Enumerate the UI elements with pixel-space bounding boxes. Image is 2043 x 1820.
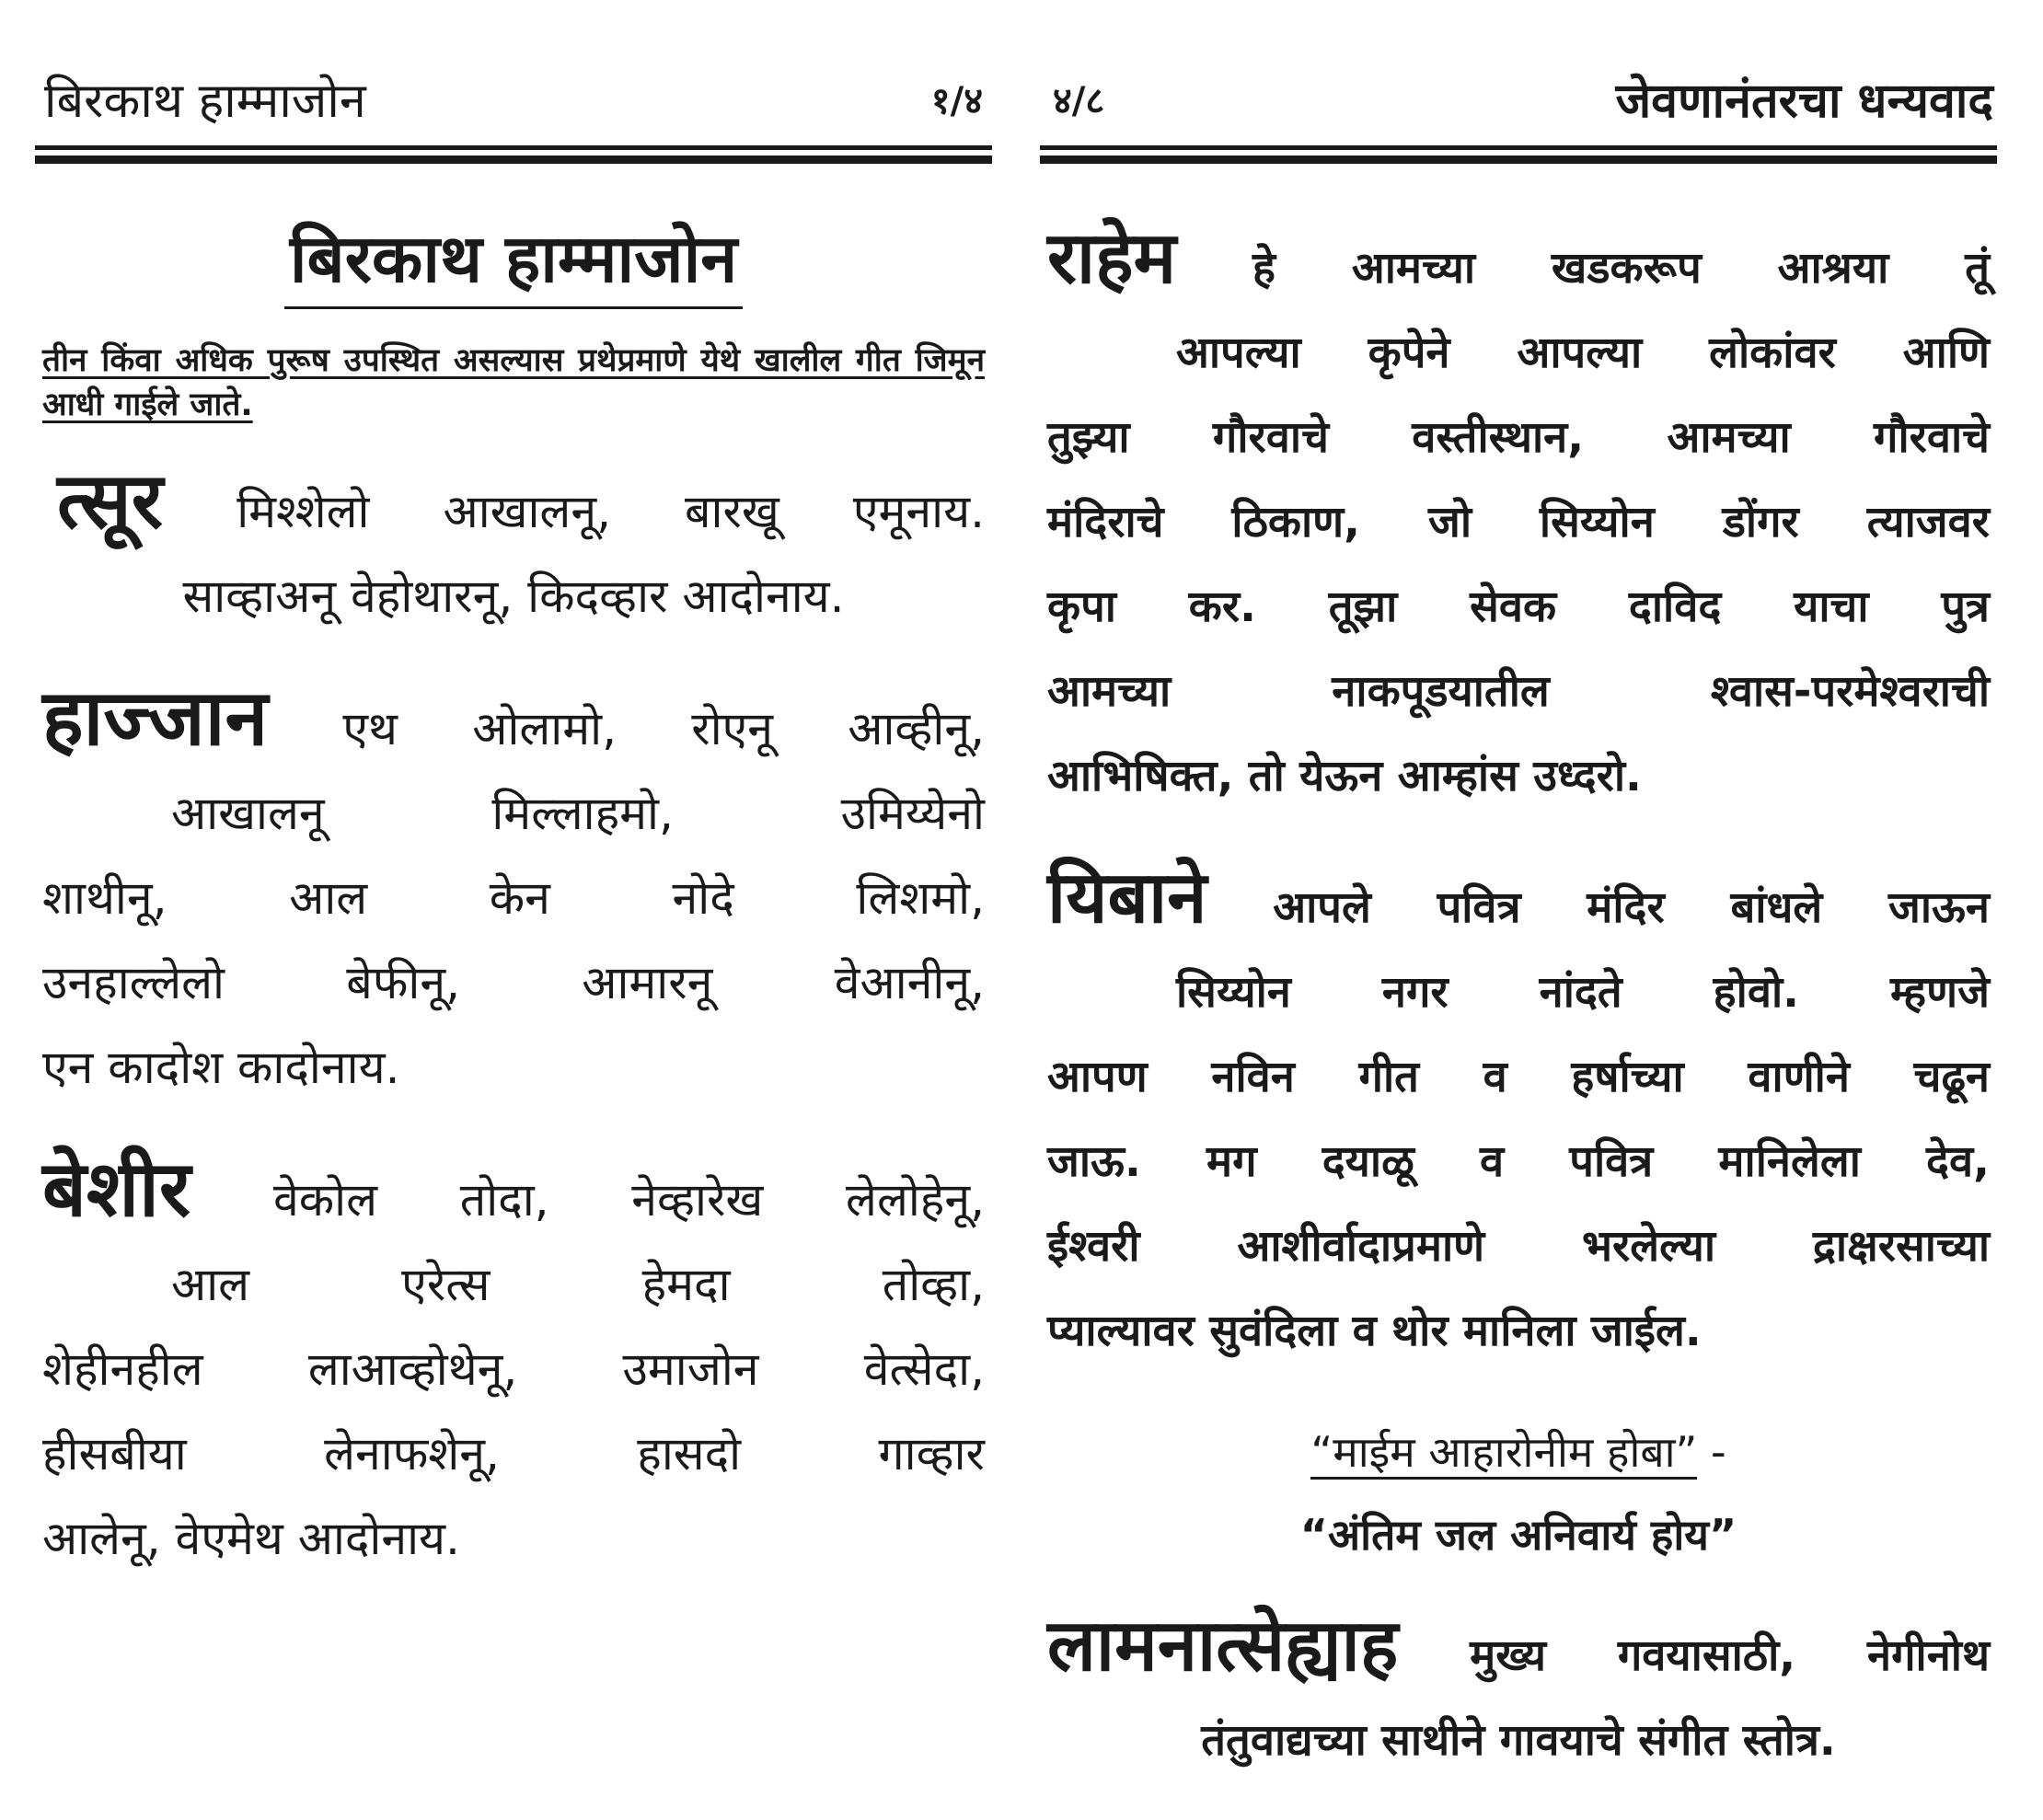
stanza-yibane — [1047, 856, 1990, 1374]
right-page — [1040, 0, 1997, 1766]
stanza-line: आपल्या कृपेने आपल्या लोकांवर आणि — [1176, 328, 1990, 378]
stanza-line: त्सूर मिश्शेलो आखालनू, बारखू एमूनाय. — [57, 455, 985, 546]
stanza-line: ईश्वरी आशीर्वादाप्रमाणे भरलेल्या द्राक्षरसाच्या — [1047, 1221, 1990, 1272]
marathi-quote: “अंतिम जल अनिवार्य होय” — [1299, 1510, 1737, 1560]
stanza-line: एन कादोश कादोनाय. — [42, 1041, 400, 1094]
stanza-rahem — [1047, 216, 1990, 819]
stanza-lead-word: त्सूर — [57, 455, 164, 546]
stanza-lead-word: यिबाने — [1047, 857, 1207, 939]
hebrew-quote-text: “माईम आहारोनीम होबा” — [1310, 1427, 1697, 1480]
stanza-line: कृपा कर. तूझा सेवक दाविद याचा पुत्र — [1047, 582, 1990, 632]
stanza-line: आपण नविन गीत व हर्षाच्या वाणीने चढून — [1047, 1052, 1990, 1102]
stanza-line: आलेनू, वेएमेथ आदोनाय. — [42, 1512, 460, 1565]
stanza-line: तंतुवाद्यच्या साथीने गावयाचे संगीत स्तोत्र. — [1201, 1715, 1836, 1766]
stanza-line: आल एरेत्स हेमदा तोव्हा, — [171, 1258, 985, 1311]
right-body — [1047, 216, 1990, 1820]
left-page-number: १/४ — [930, 80, 983, 122]
stanza-line: तुझ्या गौरवाचे वस्तीस्थान, आमच्या गौरवाचे — [1047, 412, 1990, 463]
stanza-beshir — [42, 1146, 985, 1581]
stanza-lead-word: राहेम — [1047, 217, 1177, 300]
hebrew-quote — [1047, 1411, 1990, 1493]
left-running-title: बिरकाथ हाम्माजोन — [44, 74, 366, 129]
right-running-head — [1040, 64, 1997, 138]
stanza-line: बेशीर वेकोल तोदा, नेव्हारेख लेलोहेनू, — [42, 1144, 985, 1234]
stanza-line: जाऊ. मग दयाळू व पवित्र मानिलेला देव, — [1047, 1136, 1990, 1187]
stanza-line: साव्हाअनू वेहोथारनू, किदव्हार आदोनाय. — [182, 570, 845, 623]
stanza-line: शाथीनू, आल केन नोदे लिशमो, — [42, 871, 985, 925]
left-header-rule — [35, 145, 992, 166]
stanza-line: प्याल्यावर सुवंदिला व थोर मानिला जाईल. — [1047, 1306, 1702, 1356]
stanza-line: उनहाल्लेलो बेफीनू, आमारनू वेआनीनू, — [42, 956, 985, 1009]
stanza-hazzan — [42, 675, 985, 1110]
instruction-note: तीन किंवा अधिक पुरूष उपस्थित असल्यास प्रथेप्रमाणे येथे खालील गीत जिमून आधी गाईले जाते. — [42, 342, 985, 423]
page-title: बिरकाथ हाम्माजोन — [284, 216, 743, 309]
stanza-line: आमच्या नाकपूडयातील श्वास-परमेश्वराची — [1047, 666, 1990, 717]
stanza-line: आखालनू मिल्लाहमो, उमिय्येनो — [171, 787, 985, 840]
right-header-rule — [1040, 145, 1997, 166]
stanza-tsur — [42, 455, 985, 639]
stanza-line: आभिषिक्त, तो येऊन आम्हांस उध्दरो. — [1047, 751, 1642, 801]
left-body — [42, 216, 985, 1618]
left-running-head — [35, 64, 992, 138]
right-page-number: ४/८ — [1053, 80, 1105, 122]
stanza-lead-word: बेशीर — [42, 1144, 191, 1234]
stanza-line: हीसबीया लेनाफशेनू, हासदो गाव्हार — [42, 1427, 985, 1480]
stanza-line: लामनात्सेह्याह मुख्य गवयासाठी, नेगीनोथ — [1047, 1605, 1990, 1688]
stanza-line: सिय्योन नगर नांदते होवो. म्हणजे — [1176, 967, 1990, 1018]
stanza-line: मंदिराचे ठिकाण, जो सिय्योन डोंगर त्याजवर — [1047, 497, 1990, 547]
stanza-lamnatseach — [1047, 1604, 1990, 1783]
stanza-lead-word: लामनात्सेह्याह — [1047, 1605, 1399, 1688]
stanza-line: हाज्जान एथ ओलामो, रोएनू आव्हीनू, — [42, 673, 985, 763]
left-page — [35, 0, 992, 1678]
stanza-line: शेहीनहील लाआव्होथेनू, उमाजोन वेत्सेदा, — [42, 1342, 985, 1396]
stanza-line: यिबाने आपले पवित्र मंदिर बांधले जाऊन — [1047, 857, 1990, 939]
right-running-title: जेवणानंतरचा धन्यवाद — [1615, 74, 1993, 129]
stanza-line: राहेम हे आमच्या खडकरूप आश्रया तूं — [1047, 217, 1990, 300]
stanza-lead-word: हाज्जान — [42, 673, 269, 763]
quote-dash: - — [1697, 1427, 1726, 1477]
